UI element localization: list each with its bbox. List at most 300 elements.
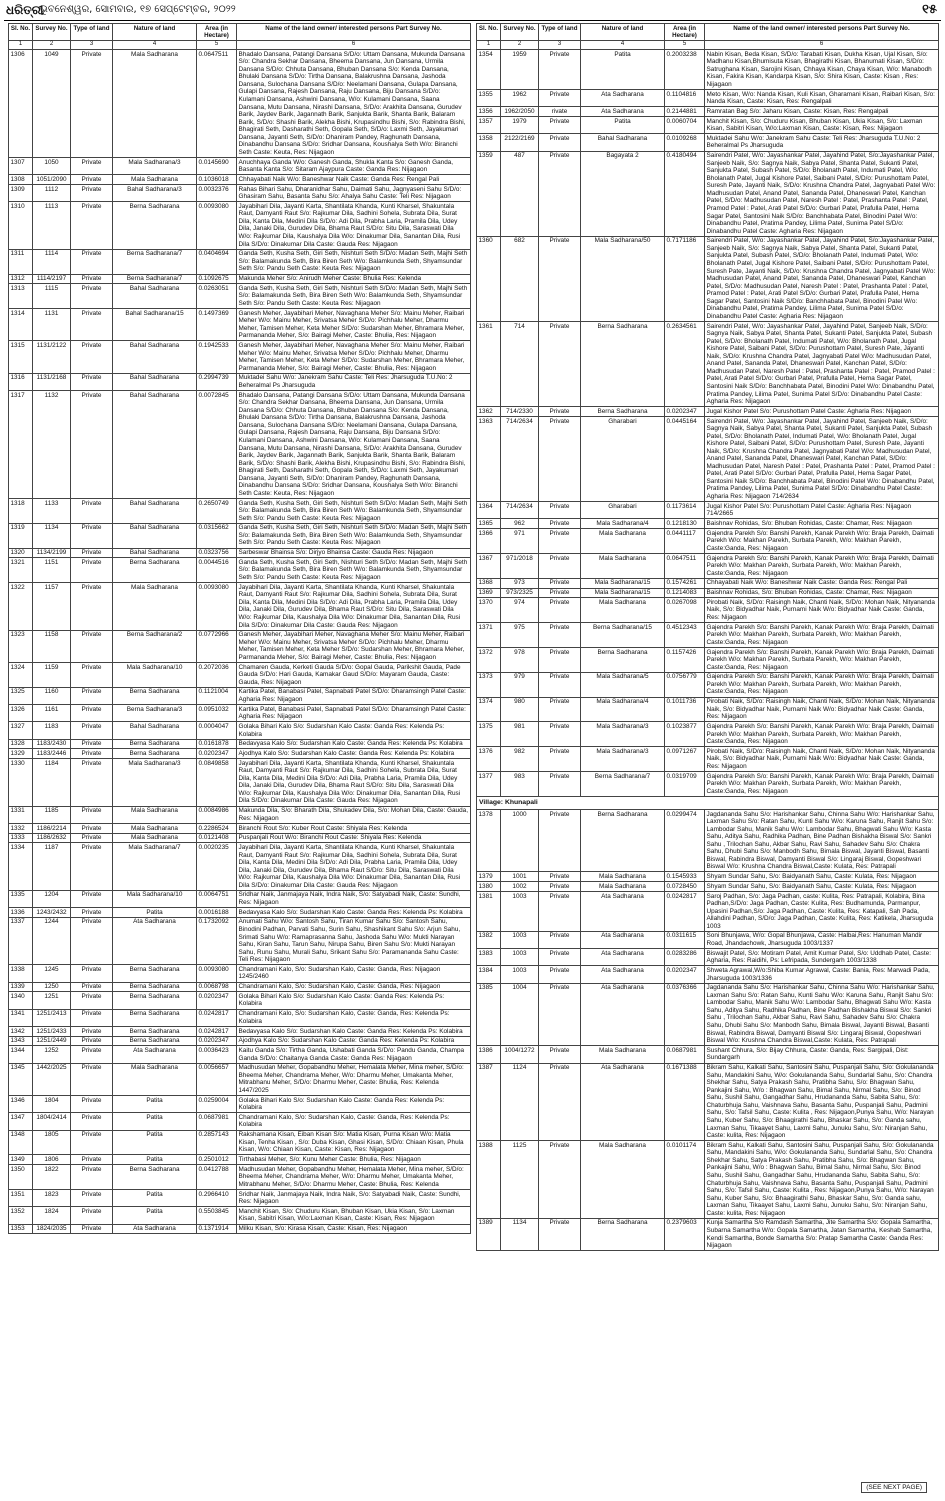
owner-names: Jugal Kishor Patel S/o: Purushottam Patel Caste: Agharia Res: Nijagaon 714/2665 xyxy=(705,502,939,519)
serial-no: 1323 xyxy=(9,630,33,662)
survey-no: 1186/2632 xyxy=(33,833,71,843)
land-type: Private xyxy=(71,1063,113,1095)
owner-names: Golaka Bihari Kalo S/o: Sudarshan Kalo Caste: Ganda Res: Kelenda Ps: Kolabira xyxy=(237,992,471,1009)
table-row xyxy=(477,983,939,1046)
owner-names: Tirthabasi Meher, S/o: Kunu Meher Caste: Bhulia, Res: Nijagaon xyxy=(237,1155,471,1165)
area-hectare: 0.0242817 xyxy=(665,891,705,931)
area-hectare: 0.0441117 xyxy=(665,529,705,554)
serial-no: 1335 xyxy=(9,890,33,907)
owner-names: Golaka Bihari Kalo S/o: Sudarshan Kalo Caste: Ganda Res: Kelenda Ps: Kolabira xyxy=(237,722,471,739)
survey-no: 1004 xyxy=(501,983,539,1046)
land-type: Private xyxy=(71,583,113,630)
land-type: Private xyxy=(71,1155,113,1165)
serial-no: 1356 xyxy=(477,107,501,117)
area-hectare: 0.0242817 xyxy=(197,1026,237,1036)
land-nature: Mala Sadharana xyxy=(581,598,665,623)
survey-no: 973/2325 xyxy=(501,588,539,598)
table-row xyxy=(477,647,939,672)
owner-names: Shweta Agrawal,W/o:Shiba Kumar Agrawal, Caste: Bania, Res: Marwadi Pada, Jharsuguda 1003/1336 xyxy=(705,966,939,983)
owner-names: Ganda Seth, Kusha Seth, Giri Seth, Nishturi Seth S/D/o: Madan Seth, Majhi Seth S/o: Balamakunda Seth, Bira Biren Seth W/o: Balamkunda Seth, Shyamsundar Seth S/o: Pandu Seth Caste: Keuta Res: Nijagaon xyxy=(237,249,471,274)
column-header: Survey No. xyxy=(33,24,71,41)
survey-no: 1804 xyxy=(33,1096,71,1113)
serial-no: 1363 xyxy=(477,416,501,501)
owner-names: Chandramani Kalo, S/o: Sudarshan Kalo, Caste: Ganda, Res: Kelenda Ps: Kolabira xyxy=(237,1009,471,1026)
serial-no: 1367 xyxy=(477,553,501,578)
survey-no: 971/2018 xyxy=(501,553,539,578)
table-row xyxy=(9,1155,471,1165)
land-type: Private xyxy=(539,134,581,151)
area-hectare: 0.1121004 xyxy=(197,687,237,704)
land-type: Private xyxy=(71,274,113,284)
serial-no: 1310 xyxy=(9,202,33,249)
owner-names: Sairendri Patel, W/o: Jayashankar Patel, Jayahind Patel, Sanjeeb Naik, S/D/o: Sagnya Naik, Sabya Patel, Shanta Patel, Sukanti Patel, Sanjukta Patel, Subash Patel, S/D/o: Bholanath Patel, Indumati Patel, W/o: Bholanath Patel, Jugal Kishore Patel, Saibani Patel, S/D/o: Purushottam Patel, Suresh Pate, Jayanti Naik, S/D/o: Krushna Chandra Patel, Jagnyabati Patel W/o: Madhusudan Patel, Anand Patel, Sananda Patel, Dhaneswari Patel, Kanchan Patel, S/D/o: Madhusudan Patel, Naresh Patel : Patel, Prashanta Patel : Patel, Pramod Patel : Patel, Arati Patel S/D/o: Gurbari Patel, Prafulla Patel, Hema Sagar Patel, Santosini Naik S/D/o: Banchhabata Patel, Binodini Patel W/o: Dinabandhu Patel, Pratima Pandey, Lilima Patel, Sunima Patel S/D/o: Dinabandhu Patel Caste: Agharia Res: Nijagaon xyxy=(705,321,939,406)
owner-names: Makunda Meher S/o: Anirudh Meher Caste: Bhulia Res: Kelenda xyxy=(237,274,471,284)
table-row xyxy=(477,50,939,90)
serial-no: 1375 xyxy=(477,722,501,747)
land-type: Private xyxy=(539,519,581,529)
owner-names: Chamaren Gauda, Kerketi Gauda S/D/o: Gopal Gauda, Parikshit Gauda, Pade Gauda S/D/o: Hari Gauda, Kamakar Gaud S/D/o: Mayaram Gauda, Caste: Gauda, Res: Nijagaon xyxy=(237,663,471,688)
survey-no: 1251/2433 xyxy=(33,1026,71,1036)
owner-names: Chandramani Kalo, S/o: Sudarshan Kalo, Caste: Ganda, Res: Nijagaon xyxy=(237,982,471,992)
survey-no: 1004/1272 xyxy=(501,1046,539,1063)
owner-names: Sairendri Patel, W/o: Jayashankar Patel, Jayahind Patel, S/o:Jayashankar Patel, Sanjeeb Naik, S/o: Sagnya Naik, Sabya Patel, Shanta Patel, Sukanti Patel, Sanjukta Patel, Subash Patel, S/D/o: Bholanath Patel, Indumati Patel, W/o: Bholanath Patel, Jugal Kishore Patel, Saibani Patel, S/D/o: Purushottam Patel, Suresh Pate, Jayanti Naik, S/D/o: Krushna Chandra Patel, Jagnyabati Patel W/o: Madhusudan Patel, Anand Patel, Sananda Patel, Dhaneswari Patel, Kanchan Patel, S/D/o: Madhusudan Patel, Naresh Patel : Patel, Prashanta Patel : Patel, Pramod Patel : Patel, Arati Patel S/D/o: Gurbari Patel, Prafulla Patel, Hema Sagar Patel, Santosini Naik S/D/o: Banchhabata Patel, Binodini Patel W/o: Dinabandhu Patel, Pratima Pandey, Lilima Patel, Sunima Patel S/D/o: Dinabandhu Patel Caste: Agharia Res: Nijagaon xyxy=(705,151,939,236)
land-type: Private xyxy=(71,249,113,274)
survey-no: 1003 xyxy=(501,891,539,931)
table-row xyxy=(477,553,939,578)
survey-no: 487 xyxy=(501,151,539,236)
table-row xyxy=(9,705,471,722)
land-type: Private xyxy=(539,502,581,519)
land-type: Private xyxy=(539,882,581,892)
table-row xyxy=(9,1063,471,1095)
table-row xyxy=(9,341,471,373)
owner-names: Jagdananda Sahu S/o: Harishankar Sahu, Chinna Sahu W/o: Harishankar Sahu, Laxman Sahu S/o: Ratan Sahu, Kunti Sahu W/o: Karuna Sahu, Ranjit Sahu S/o: Lambodar Sahu, Manik Sahu W/o: Lambodar Sahu, Bhagwati Sahu W/o: Kasta Sahu, Aditya Sahu, Radhika Padhan, Bine Padhan Bishakha Biswal S/o: Sankri Sahu , Trilochan Sahu, Akbar Sahu, Ravi Sahu, Sahadev Sahu S/o: Chakra Sahu, Dhubi Sahu S/o: Manbodh Sahu, Bimala Biswal, Jayanti Biswal, Basanti Biswal, Rabindra Biswal, Damyanti Biswal S/o: Lingaraj Biswal, Gopeshwari Biswal W/o: Krushna Chandra Biswal,Caste: Kulata, Res: Patrapali xyxy=(705,809,939,872)
land-nature: Bahal Sadharana/3 xyxy=(113,184,197,201)
owner-names: Ganda Seth, Kusha Seth, Giri Seth, Nishturi Seth S/D/o: Madan Seth, Majhi Seth S/o: Balamakunda Seth, Bira Biren Seth W/o: Balamkunda Seth, Shyamsundar Seth S/o: Pandu Seth Caste: Keuta Res: Nijagaon xyxy=(237,284,471,309)
survey-no: 1001 xyxy=(501,872,539,882)
survey-no: 1823 xyxy=(33,1189,71,1206)
owner-names: Makunda Dila, S/o: Bharath Dila, Shukadev Dila, S/o: Mohan Dila, Caste: Gauda, Res: Nijagaon xyxy=(237,806,471,823)
owner-names: Sairendri Patel, W/o: Jayashankar Patel, Jayahind Patel, S/o:Jayashankar Patel, Sanjeeb Naik, S/o: Sagnya Naik, Sabya Patel, Shanta Patel, Sukanti Patel, Sanjukta Patel, Subash Patel, S/D/o: Bholanath Patel, Indumati Patel, W/o: Bholanath Patel, Jugal Kishore Patel, Saibani Patel, S/D/o: Purushottam Patel, Suresh Pate, Jayanti Naik, S/D/o: Krushna Chandra Patel, Jagnyabati Patel W/o: Madhusudan Patel, Anand Patel, Sananda Patel, Dhaneswari Patel, Kanchan Patel, S/D/o: Madhusudan Patel, Naresh Patel : Patel, Prashanta Patel : Patel, Pramod Patel : Patel, Arati Patel S/D/o: Gurbari Patel, Prafulla Patel, Hema Sagar Patel, Santosini Naik S/D/o: Banchhabata Patel, Binodini Patel W/o: Dinabandhu Patel, Pratima Pandey, Lilima Patel, Sunima Patel S/D/o: Dinabandhu Patel Caste: Agharia Res: Nijagaon xyxy=(705,236,939,321)
owner-names: Chandramani Kalo, S/o: Sudarshan Kalo, Caste: Ganda, Res: Nijagaon 1245/2460 xyxy=(237,965,471,982)
land-type: Private xyxy=(71,739,113,749)
table-row xyxy=(477,1046,939,1063)
table-row xyxy=(9,274,471,284)
table-row xyxy=(477,117,939,134)
owner-names: Madhusudan Meher, Gopabandhu Meher, Hemalata Meher, Mina meher, S/D/o: Bheema Meher, Chandrama Meher, W/o: Dharmu Meher, Umakanta Meher, Mitrabhanu Meher, S/D/o: Dharmu Meher, Caste: Bhulia, Res: Kelenda 1447/2025 xyxy=(237,1063,471,1095)
area-hectare: 0.2650749 xyxy=(197,498,237,523)
area-hectare: 0.0093080 xyxy=(197,202,237,249)
serial-no: 1358 xyxy=(477,134,501,151)
land-type: Private xyxy=(71,184,113,201)
land-nature: Bahal Sadharana/15 xyxy=(113,309,197,341)
survey-no: 980 xyxy=(501,697,539,722)
serial-no: 1366 xyxy=(477,529,501,554)
land-nature: Mala Sadharana xyxy=(113,833,197,843)
survey-no: 975 xyxy=(501,623,539,648)
land-type: Private xyxy=(71,284,113,309)
survey-no: 682 xyxy=(501,236,539,321)
survey-no: 1000 xyxy=(501,809,539,872)
land-type: Private xyxy=(539,1141,581,1219)
area-hectare: 0.0263051 xyxy=(197,284,237,309)
area-hectare: 0.4512343 xyxy=(665,623,705,648)
land-type: Private xyxy=(71,663,113,688)
owner-names: Bikram Sahu, Kalkati Sahu, Santosini Sahu, Puspanjali Sahu, S/o: Gokulananda Sahu, Mandakini Sahu, W/o: Gokulananda Sahu, Sundarlal Sahu, S/o: Chandra Shekhar Sahu, Satya Prakash Sahu, Pratibha Sahu, S/o: Bhagwan Sahu, Pankajini Sahu, W/o : Bhagwan Sahu, Bimal Sahu, Nirmal Sahu, S/o: Binod Sahu, Sushil Sahu, Gangadhar Sahu, Hrudananda Sahu, Sabita Sahu, S/o: Chaturbhuja Sahu, Vaishnava Sahu, Basanta Sahu, Puspanjali Sahu, Padmini Sahu, S/o: Tafsil Sahu, Caste: Kulita , Res: Nijagaon,Punya Sahu, W/o: Narayan Sahu, Kuber Sahu, S/o: Bhaagirathi Sahu, Bhaskar Sahu, S/o: Ganda sahu, Laxman Sahu, Tikaayet Sahu, Laxmi Sahu, Junuku Sahu, S/o: Niranjan Sahu, Caste: kulita, Res: Nijagaon xyxy=(705,1141,939,1219)
area-hectare: 0.1157426 xyxy=(665,647,705,672)
land-type: Private xyxy=(539,90,581,107)
owner-names: Ganda Seth, Kusha Seth, Giri Seth, Nishturi Seth S/D/o: Madan Seth, Majhi Seth S/o: Balamakunda Seth, Bira Biren Seth W/o: Balamkunda Seth, Shyamsundar Seth S/o: Pandu Seth Caste: Keuta Res: Nijagaon xyxy=(237,558,471,583)
survey-no: 1003 xyxy=(501,966,539,983)
survey-no: 1161 xyxy=(33,705,71,722)
table-row xyxy=(9,1207,471,1224)
serial-no: 1308 xyxy=(9,175,33,185)
serial-no: 1374 xyxy=(477,697,501,722)
land-type: Private xyxy=(71,630,113,662)
column-header: Name of the land owner/ interested persons Part Survey No. xyxy=(237,24,471,41)
land-nature: Patita xyxy=(113,1207,197,1224)
area-hectare: 0.1214083 xyxy=(665,588,705,598)
land-nature: Mala Sadharana xyxy=(113,823,197,833)
serial-no: 1383 xyxy=(477,949,501,966)
survey-no: 1051/2090 xyxy=(33,175,71,185)
land-nature: Gharabari xyxy=(581,502,665,519)
owner-names: Gajendra Parekh S/o: Banshi Parekh, Kanak Parekh W/o: Braja Parekh, Daimati Parekh W/o: Makhan Parekh, Surbata Parekh, W/o: Makhan Parekh, Caste:Ganda, Res: Nijagaon xyxy=(705,529,939,554)
table-row xyxy=(477,672,939,697)
area-hectare: 0.0299474 xyxy=(665,809,705,872)
survey-no: 1183/2430 xyxy=(33,739,71,749)
owner-names: Chandramani Kalo, S/o: Sudarshan Kalo, Caste: Ganda, Res: Kelenda Ps: Kolabira xyxy=(237,1113,471,1130)
survey-no: 1124 xyxy=(501,1063,539,1141)
owner-names: Bikram Sahu, Kalkati Sahu, Santosini Sahu, Puspanjali Sahu, S/o: Gokulananda Sahu, Mandakini Sahu, W/o: Gokulananda Sahu, Sundarlal Sahu, S/o: Chandra Shekhar Sahu, Satya Prakash Sahu, Pratibha Sahu, S/o: Bhagwan Sahu, Pankajini Sahu, W/o : Bhagwan Sahu, Bimal Sahu, Nirmal Sahu, S/o: Binod Sahu, Sushil Sahu, Gangadhar Sahu, Hrudananda Sahu, Sabita Sahu, S/o: Chaturbhuja Sahu, Vaishnava Sahu, Basanta Sahu, Puspanjali Sahu, Padmini Sahu, S/o: Tafsil Sahu, Caste: Kulita , Res: Nijagaon,Punya Sahu, W/o: Narayan Sahu, Kuber Sahu, S/o: Bhaagirathi Sahu, Bhaskar Sahu, S/o: Ganda sahu, Laxman Sahu, Tikaayet Sahu, Laxmi Sahu, Junuku Sahu, S/o: Niranjan Sahu, Caste: kulita, Res: Nijagaon xyxy=(705,1063,939,1141)
area-hectare: 0.0756779 xyxy=(665,672,705,697)
table-row xyxy=(477,134,939,151)
serial-no: 1380 xyxy=(477,882,501,892)
land-type: Private xyxy=(539,1046,581,1063)
survey-no: 714 xyxy=(501,321,539,406)
land-nature: Berna Sadharana xyxy=(581,321,665,406)
land-type: Private xyxy=(539,407,581,417)
table-row xyxy=(477,151,939,236)
land-nature: Patita xyxy=(113,1189,197,1206)
survey-no: 1252 xyxy=(33,1046,71,1063)
table-row xyxy=(9,1009,471,1026)
owner-names: Sushant Chhura, S/o: Bijay Chhura, Caste: Ganda, Res: Sargipali, Dist: Sundargarh xyxy=(705,1046,939,1063)
area-hectare: 0.1011736 xyxy=(665,697,705,722)
owner-names: Ajodhya Kalo S/o: Sudarshan Kalo Caste: Ganda Res: Kelenda Ps: Kolabira xyxy=(237,1036,471,1046)
area-hectare: 0.1942533 xyxy=(197,341,237,373)
land-nature: Patita xyxy=(113,1155,197,1165)
survey-no: 1151 xyxy=(33,558,71,583)
area-hectare: 0.0319709 xyxy=(665,772,705,797)
land-type: Private xyxy=(71,908,113,918)
table-row xyxy=(477,772,939,797)
owner-names: Shyam Sundar Sahu, S/o: Baidyanath Sahu, Caste: Kulata, Res: Nijagaon xyxy=(705,882,939,892)
table-row xyxy=(477,236,939,321)
survey-no: 1243/2432 xyxy=(33,908,71,918)
column-number: 4 xyxy=(113,40,197,49)
land-type: Private xyxy=(71,523,113,548)
serial-no: 1329 xyxy=(9,749,33,759)
area-hectare: 0.0412788 xyxy=(197,1165,237,1190)
table-row xyxy=(9,284,471,309)
survey-no: 1125 xyxy=(501,1141,539,1219)
land-nature: Bahal Sadharana xyxy=(113,523,197,548)
owner-names: Bedavyasa Kalo S/o: Sudarshan Kalo Caste: Ganda Res: Kelenda Ps: Kolabira xyxy=(237,908,471,918)
land-nature: Berna Sadharana xyxy=(113,965,197,982)
serial-no: 1365 xyxy=(477,519,501,529)
land-nature: Ata Sadharana xyxy=(581,983,665,1046)
area-hectare: 0.0311615 xyxy=(665,931,705,948)
table-row xyxy=(9,843,471,890)
survey-no: 1115 xyxy=(33,284,71,309)
area-hectare: 0.0093080 xyxy=(197,965,237,982)
area-hectare: 0.0404694 xyxy=(197,249,237,274)
owner-names: Gajendra Parekh S/o: Banshi Parekh, Kanak Parekh W/o: Braja Parekh, Daimati Parekh W/o: Makhan Parekh, Surbata Parekh, W/o: Makhan Parekh, Caste:Ganda, Res: Nijagaon xyxy=(705,553,939,578)
table-row xyxy=(477,416,939,501)
land-nature: Ata Sadharana xyxy=(581,90,665,107)
owner-names: Gajendra Parekh S/o: Banshi Parekh, Kanak Parekh W/o: Braja Parekh, Daimati Parekh W/o: Makhan Parekh, Surbata Parekh, W/o: Makhan Parekh, Caste:Ganda, Res: Nijagaon xyxy=(705,772,939,797)
column-number: 2 xyxy=(33,40,71,49)
see-next-page-note: (SEE NEXT PAGE) xyxy=(861,1482,927,1493)
area-hectare: 0.1173614 xyxy=(665,502,705,519)
land-type: Private xyxy=(71,50,113,158)
serial-no: 1388 xyxy=(477,1141,501,1219)
land-nature: Mala Sadharana/10 xyxy=(113,890,197,907)
serial-no: 1377 xyxy=(477,772,501,797)
area-hectare: 0.0647511 xyxy=(665,553,705,578)
area-hectare: 0.1732092 xyxy=(197,917,237,964)
table-row xyxy=(9,1189,471,1206)
survey-no: 1251/2413 xyxy=(33,1009,71,1026)
survey-no: 1804/2414 xyxy=(33,1113,71,1130)
survey-no: 1049 xyxy=(33,50,71,158)
land-type: Private xyxy=(71,309,113,341)
survey-no: 983 xyxy=(501,772,539,797)
column-number-row xyxy=(9,40,471,49)
area-hectare: 0.2966410 xyxy=(197,1189,237,1206)
column-number: 2 xyxy=(501,40,539,49)
serial-no: 1328 xyxy=(9,739,33,749)
owner-names: Sridhar Naik, Janmajaya Naik, Indra Naik, S/o: Satyabadi Naik, Caste: Sundhi, Res: Nijagaon xyxy=(237,890,471,907)
table-row xyxy=(9,583,471,630)
survey-no: 1003 xyxy=(501,931,539,948)
owner-names: Soni Bhunjawa, W/o: Gopal Bhunjawa, Caste: Halbai,Res: Hanuman Mandir Road, Jhandachowk, Jharsuguda 1003/1337 xyxy=(705,931,939,948)
land-type: Private xyxy=(71,722,113,739)
owner-names: Puspanjali Rout W/o: Biranchi Rout Caste: Shiyala Res: Kelenda xyxy=(237,833,471,843)
land-nature: Berna Sadharana xyxy=(113,202,197,249)
land-type: Private xyxy=(71,1113,113,1130)
serial-no: 1389 xyxy=(477,1218,501,1250)
table-row xyxy=(9,523,471,548)
survey-no: 1806 xyxy=(33,1155,71,1165)
land-nature: Bahal Sadharana xyxy=(113,548,197,558)
owner-names: Pirobati Naik, S/D/o: Raisingh Naik, Chanti Naik, S/D/o: Mohan Naik, Nityananda Naik, S/o: Bidyadhar Naik, Purnami Naik W/o: Bidyadhar Naik Caste: Ganda, Res: Nijagaon xyxy=(705,598,939,623)
column-number: 3 xyxy=(71,40,113,49)
serial-no: 1373 xyxy=(477,672,501,697)
survey-no: 1824/2035 xyxy=(33,1224,71,1234)
table-row xyxy=(9,1096,471,1113)
land-type: Private xyxy=(71,806,113,823)
land-type: Private xyxy=(71,341,113,373)
column-number: 3 xyxy=(539,40,581,49)
owner-names: Anuchhaya Ganda W/o: Ganesh Ganda, Shukla Kanta S/o: Ganesh Ganda, Basanta Kanta S/o: Sitaram Ajaypura Caste: Ganda Res: Nijagaon xyxy=(237,157,471,174)
land-nature: Mala Sadharana/15 xyxy=(581,588,665,598)
owner-names: Gajendra Parekh S/o: Banshi Parekh, Kanak Parekh W/o: Braja Parekh, Daimati Parekh W/o: Makhan Parekh, Surbata Parekh, W/o: Makhan Parekh, Caste:Ganda, Res: Nijagaon xyxy=(705,722,939,747)
table-row xyxy=(477,966,939,983)
land-type: Private xyxy=(539,809,581,872)
column-number: 1 xyxy=(9,40,33,49)
survey-no: 1204 xyxy=(33,890,71,907)
area-hectare: 0.1023877 xyxy=(665,722,705,747)
survey-no: 1131/2122 xyxy=(33,341,71,373)
serial-no: 1307 xyxy=(9,157,33,174)
land-table-right xyxy=(476,23,939,1251)
table-row xyxy=(477,502,939,519)
table-row xyxy=(9,373,471,390)
area-hectare: 0.0072845 xyxy=(197,391,237,499)
land-nature: Ata Sadharana xyxy=(113,1224,197,1234)
land-nature: Ata Sadharana xyxy=(581,931,665,948)
table-row xyxy=(9,391,471,499)
owner-names: Golaka Bihari Kalo S/o: Sudarshan Kalo Caste: Ganda Res: Kelenda Ps: Kolabira xyxy=(237,1096,471,1113)
area-hectare: 0.1092675 xyxy=(197,274,237,284)
survey-no: 1114 xyxy=(33,249,71,274)
serial-no: 1381 xyxy=(477,891,501,931)
serial-no: 1338 xyxy=(9,965,33,982)
land-nature: Berna Sadharana xyxy=(113,1009,197,1026)
table-row xyxy=(9,663,471,688)
serial-no: 1360 xyxy=(477,236,501,321)
land-type: Private xyxy=(539,588,581,598)
land-type: Private xyxy=(71,917,113,964)
owner-names: Sairendri Patel, W/o: Jayashankar Patel, Jayahind Patel, Sanjeeb Naik, S/D/o: Sagnya Naik, Sabya Patel, Shanta Patel, Sukanti Patel, Sanjukta Patel, Subash Patel, S/D/o: Bholanath Patel, Indumati Patel, W/o: Bholanath Patel, Jugal Kishore Patel, Saibani Patel, S/D/o: Purushottam Patel, Suresh Pate, Jayanti Naik, S/D/o: Krushna Chandra Patel, Jagnyabati Patel W/o: Madhusudan Patel, Anand Patel, Sananda Patel, Dhaneswari Patel, Kanchan Patel, S/D/o: Madhusudan Patel, Naresh Patel : Patel, Prashanta Patel : Patel, Pramod Patel : Patel, Arati Patel S/D/o: Gurbari Patel, Prafulla Patel, Hema Sagar Patel, Santosini Naik S/D/o: Banchhabata Patel, Binodini Patel W/o: Dinabandhu Patel, Pratima Pandey, Lilima Patel, Sunima Patel S/D/o: Dinabandhu Patel Caste: Agharia Res: Nijagaon 714/2634 xyxy=(705,416,939,501)
area-hectare: 0.0161878 xyxy=(197,739,237,749)
survey-no: 978 xyxy=(501,647,539,672)
area-hectare: 0.0036423 xyxy=(197,1046,237,1063)
table-row xyxy=(9,50,471,158)
land-nature: Mala Sadharana xyxy=(113,806,197,823)
land-nature: Mala Sadharana/3 xyxy=(581,747,665,772)
serial-no: 1344 xyxy=(9,1046,33,1063)
survey-no: 1114/2197 xyxy=(33,274,71,284)
survey-no: 1959 xyxy=(501,50,539,90)
land-nature: Berna Sadharana xyxy=(113,1165,197,1190)
area-hectare: 0.0687981 xyxy=(197,1113,237,1130)
table-row xyxy=(9,1026,471,1036)
area-hectare: 0.1574261 xyxy=(665,578,705,588)
land-type: Private xyxy=(71,1096,113,1113)
survey-no: 973 xyxy=(501,578,539,588)
serial-no: 1342 xyxy=(9,1026,33,1036)
serial-no: 1334 xyxy=(9,843,33,890)
land-nature: Mala Sadharana/50 xyxy=(581,236,665,321)
survey-no: 1003 xyxy=(501,949,539,966)
area-hectare: 0.0093080 xyxy=(197,583,237,630)
land-nature: Ata Sadharana xyxy=(581,949,665,966)
serial-no: 1330 xyxy=(9,759,33,806)
land-table-left xyxy=(8,23,471,1234)
area-hectare: 0.2072036 xyxy=(197,663,237,688)
land-type: Private xyxy=(71,687,113,704)
land-type: Private xyxy=(539,966,581,983)
owner-names: Manchit Kisan, S/o: Chuduru Kisan, Bhuban Kisan, Ukia Kisan, S/o: Laxman Kisan, Sabitri Kisan, W/o:Laxman Kisan, Caste: Kisan, Res: Nijagaon xyxy=(705,117,939,134)
land-type: Private xyxy=(71,202,113,249)
land-type: Private xyxy=(539,697,581,722)
area-hectare: 0.5503845 xyxy=(197,1207,237,1224)
table-row xyxy=(477,623,939,648)
area-hectare: 0.0060704 xyxy=(665,117,705,134)
area-hectare: 0.0772966 xyxy=(197,630,237,662)
land-type: Private xyxy=(71,1224,113,1234)
land-type: Private xyxy=(539,236,581,321)
table-row xyxy=(477,90,939,107)
land-type: Private xyxy=(71,823,113,833)
land-nature: Berna Sadharana xyxy=(113,687,197,704)
land-type: Private xyxy=(539,553,581,578)
survey-no: 1251 xyxy=(33,992,71,1009)
land-nature: Berna Sadharana xyxy=(581,1218,665,1250)
land-nature: Mala Sadharana xyxy=(581,553,665,578)
land-type: Private xyxy=(71,175,113,185)
area-hectare: 0.0121408 xyxy=(197,833,237,843)
area-hectare: 0.0145690 xyxy=(197,157,237,174)
owner-names: Jagdananda Sahu S/o: Harishankar Sahu, Chinna Sahu W/o: Harishankar Sahu, Laxman Sahu S/o: Ratan Sahu, Kunti Sahu W/o: Karuna Sahu, Ranjit Sahu S/o: Lambodar Sahu, Manik Sahu W/o: Lambodar Sahu, Bhagwati Sahu W/o: Kasta Sahu, Aditya Sahu, Radhika Padhan, Bine Padhan Bishakha Biswal S/o: Sankri Sahu , Trilochan Sahu, Akbar Sahu, Ravi Sahu, Sahadev Sahu S/o: Chakra Sahu, Dhubi Sahu S/o: Manbodh Sahu, Bimala Biswal, Jayanti Biswal, Basanti Biswal, Rabindra Biswal, Damyanti Biswal S/o: Lingaraj Biswal, Gopeshwari Biswal W/o: Krushna Chandra Biswal,Caste: Kulata, Res: Patrapali xyxy=(705,983,939,1046)
table-row xyxy=(9,749,471,759)
column-header: Type of land xyxy=(71,24,113,41)
owner-names: Chhayabati Naik W/o: Baneshwar Naik Caste: Ganda Res: Rengal Pali xyxy=(237,175,471,185)
land-type: Private xyxy=(71,833,113,843)
land-nature: Berna Sadharana/15 xyxy=(581,623,665,648)
table-row xyxy=(9,309,471,341)
serial-no: 1340 xyxy=(9,992,33,1009)
survey-no: 1250 xyxy=(33,982,71,992)
table-row xyxy=(9,498,471,523)
owner-names: Baishnav Rohidas, S/o: Bhuban Rohidas, Caste: Chamar, Res: Nijagaon xyxy=(705,588,939,598)
land-nature: Ata Sadharana xyxy=(581,891,665,931)
area-hectare: 0.0020235 xyxy=(197,843,237,890)
column-header: Survey No. xyxy=(501,24,539,41)
land-nature: Mala Sadharana xyxy=(113,1063,197,1095)
survey-no: 1185 xyxy=(33,806,71,823)
serial-no: 1325 xyxy=(9,687,33,704)
owner-names: Manchit Kisan, S/o: Chuduru Kisan, Bhuban Kisan, Ukia Kisan, S/o: Laxman Kisan, Sabitri Kisan, W/o:Laxman Kisan, Caste: Kisan, Res: Nijagaon xyxy=(237,1207,471,1224)
serial-no: 1350 xyxy=(9,1165,33,1190)
land-nature: Mala Sadharana xyxy=(581,1141,665,1219)
table-row xyxy=(9,992,471,1009)
land-nature: Mala Sadharana/10 xyxy=(113,663,197,688)
serial-no: 1349 xyxy=(9,1155,33,1165)
land-type: Private xyxy=(71,1189,113,1206)
survey-no: 714/2634 xyxy=(501,416,539,501)
serial-no: 1379 xyxy=(477,872,501,882)
serial-no: 1354 xyxy=(477,50,501,90)
owner-names: Meto Kisan, W/o: Nanda Kisan, Kuli Kisan, Gharamani Kisan, Raibari Kisan, S/o: Nanda Kisan, Caste: Kisan, Res: Rengalpali xyxy=(705,90,939,107)
area-hectare: 0.2994739 xyxy=(197,373,237,390)
land-type: Private xyxy=(71,548,113,558)
area-hectare: 0.2634561 xyxy=(665,321,705,406)
village-row xyxy=(477,796,939,809)
owner-names: Anumati Sahu W/o: Santosh Sahu, Tiran Kumar Sahu S/o: Santosh Sahu, Binodini Padhan, Parvati Sahu, Surin Sahu, Shashikant Sahu S/o: Arjun Sahu, Srimati Sahu W/o: Ramaprasanna Sahu, Jashoda Sahu W/o: Mukti Narayan Sahu, Kiran Sahu, Tarun Sahu, Nirupa Sahu, Biren Sahu S/o: Mukti Narayan Sahu, Runu Sahu, Murali Sahu, Srikant Sahu S/o: Paramananda Sahu Caste: Teli Res: Nijagaon xyxy=(237,917,471,964)
land-nature: Bahal Sadharana xyxy=(113,498,197,523)
newspaper-logo: ଧରିତ୍ରୀ xyxy=(6,3,44,17)
survey-no: 982 xyxy=(501,747,539,772)
serial-no: 1384 xyxy=(477,966,501,983)
table-row xyxy=(9,1046,471,1063)
area-hectare: 0.0004047 xyxy=(197,722,237,739)
serial-no: 1387 xyxy=(477,1063,501,1141)
owner-names: Muktadei Sahu W/o: Janekram Sahu Caste: Teli Res: Jharsuguda T.U.No: 2 Beheralmal Ps Jharsuguda xyxy=(705,134,939,151)
